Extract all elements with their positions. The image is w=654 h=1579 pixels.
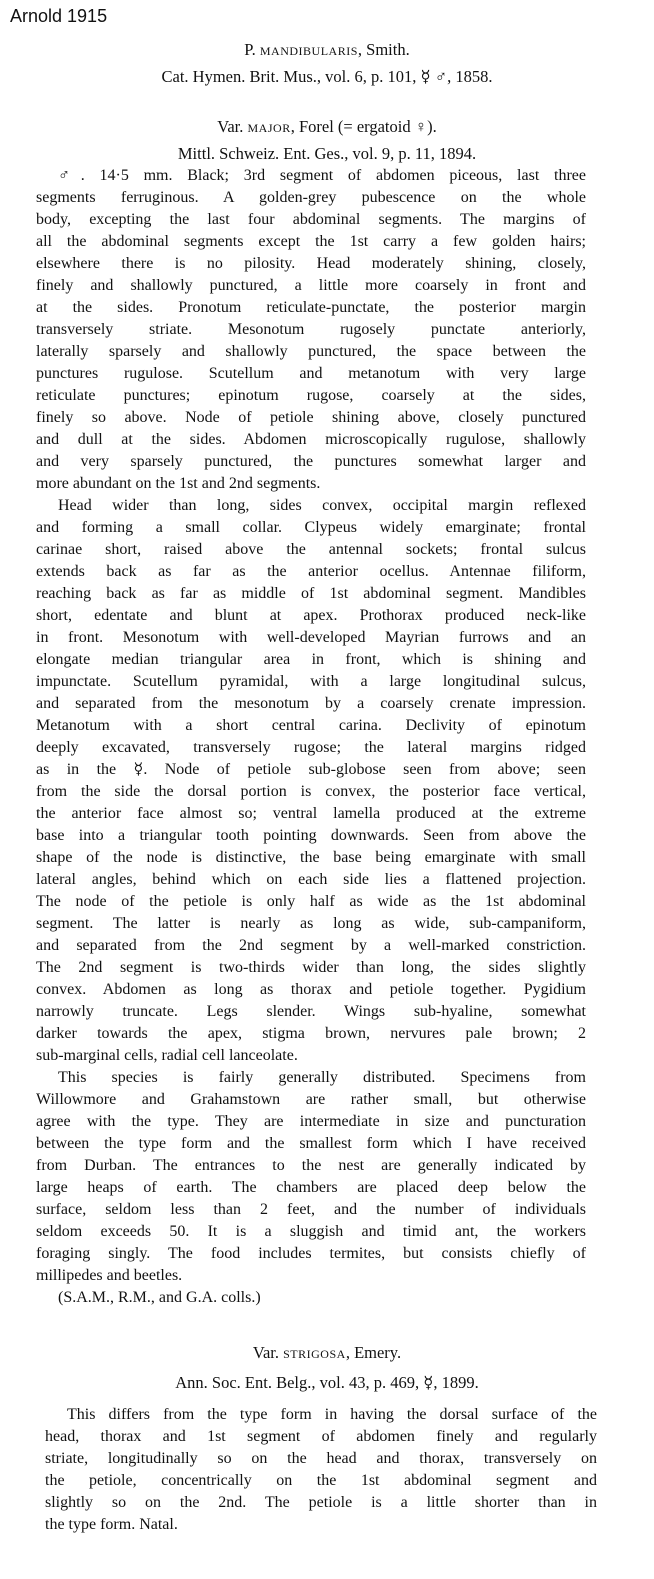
text-line: Willowmore and Grahamstown are rather small, but otherwise xyxy=(36,1091,586,1108)
text-line: the anterior face almost so; ventral lamella produced at the extreme xyxy=(36,805,586,822)
text-line: narrowly truncate. Legs slender. Wings sub-hyaline, somewhat xyxy=(36,1003,586,1020)
paragraph xyxy=(36,165,586,495)
text-line: elongate median triangular area in front, which is shining and xyxy=(36,651,586,668)
text-line: and dull at the sides. Abdomen microscopically rugulose, shallowly xyxy=(36,431,586,448)
text-line: more abundant on the 1st and 2nd segments. xyxy=(36,475,321,492)
text-line: sub-marginal cells, radial cell lanceolate. xyxy=(36,1047,298,1064)
var-major-prefix: Var. xyxy=(217,117,244,136)
var-strigosa-author: , Emery. xyxy=(345,1343,402,1362)
text-line: reaching back as far as middle of 1st abdominal segment. Mandibles xyxy=(36,585,586,602)
var-strigosa-name: strigosa xyxy=(283,1343,346,1362)
species-name: mandibularis xyxy=(259,40,358,59)
text-line: Metanotum with a short central carina. Declivity of epinotum xyxy=(36,717,586,734)
text-line: carinae short, raised above the antennal sockets; frontal sulcus xyxy=(36,541,586,558)
text-line: head, thorax and 1st segment of abdomen finely and regularly xyxy=(45,1428,597,1445)
text-line: This differs from the type form in having the dorsal surface of the xyxy=(67,1406,597,1423)
text-line: The node of the petiole is only half as wide as the 1st abdominal xyxy=(36,893,586,910)
text-line: short, edentate and blunt at apex. Prothorax produced neck-like xyxy=(36,607,586,624)
text-line: striate, longitudinally so on the head and thorax, transversely on xyxy=(45,1450,597,1467)
text-line: This species is fairly generally distributed. Specimens from xyxy=(58,1069,586,1086)
text-line: darker towards the apex, stigma brown, nervures pale brown; 2 xyxy=(36,1025,586,1042)
var-major-body xyxy=(36,165,586,1309)
text-line: in front. Mesonotum with well-developed Mayrian furrows and an xyxy=(36,629,586,646)
text-line: between the type form and the smallest form which I have received xyxy=(36,1135,586,1152)
text-line: ♂. 14·5 mm. Black; 3rd segment of abdomen piceous, last three xyxy=(58,167,586,184)
species-author: , Smith. xyxy=(357,40,410,59)
text-line: millipedes and beetles. xyxy=(36,1267,183,1284)
header-label: Arnold 1915 xyxy=(10,6,108,26)
text-line: at the sides. Pronotum reticulate-punctate, the posterior margin xyxy=(36,299,586,316)
text-line: and separated from the mesonotum by a coarsely crenate impression. xyxy=(36,695,586,712)
text-line: The 2nd segment is two-thirds wider than long, the sides slightly xyxy=(36,959,586,976)
text-line: reticulate punctures; epinotum rugose, coarsely at the sides, xyxy=(36,387,586,404)
species-reference: Cat. Hymen. Brit. Mus., vol. 6, p. 101, ☿ ♂, 1858. xyxy=(161,67,493,86)
species-name-prefix: P. xyxy=(244,40,256,59)
text-line: surface, seldom less than 2 feet, and the number of individuals xyxy=(36,1201,586,1218)
text-line: impunctate. Scutellum pyramidal, with a large longitudinal sulcus, xyxy=(36,673,586,690)
text-line: elsewhere there is no pilosity. Head moderately shining, closely, xyxy=(36,255,586,272)
text-line: all the abdominal segments except the 1st carry a few golden hairs; xyxy=(36,233,586,250)
text-line: transversely striate. Mesonotum rugosely punctate anteriorly, xyxy=(36,321,586,338)
var-major-author: , Forel (= ergatoid ♀). xyxy=(290,117,437,136)
paragraph xyxy=(36,1067,586,1287)
text-line: seldom exceeds 50. It is a sluggish and timid ant, the workers xyxy=(36,1223,586,1240)
text-line: the petiole, concentrically on the 1st abdominal segment and xyxy=(45,1472,597,1489)
paragraph xyxy=(45,1404,597,1536)
paragraph xyxy=(36,495,586,1067)
text-line: and separated from the 2nd segment by a well-marked constriction. xyxy=(36,937,586,954)
var-major-heading xyxy=(0,117,654,137)
var-strigosa-prefix: Var. xyxy=(252,1343,279,1362)
text-line: laterally sparsely and shallowly punctured, the space between the xyxy=(36,343,586,360)
text-line: shape of the node is distinctive, the base being emarginate with small xyxy=(36,849,586,866)
text-line: extends back as far as the anterior ocellus. Antennae filiform, xyxy=(36,563,586,580)
text-line: Head wider than long, sides convex, occipital margin reflexed xyxy=(58,497,586,514)
text-line: (S.A.M., R.M., and G.A. colls.) xyxy=(58,1289,261,1306)
text-line: agree with the type. They are intermediate in size and puncturation xyxy=(36,1113,586,1130)
text-line: from Durban. The entrances to the nest are generally indicated by xyxy=(36,1157,586,1174)
var-major-name: major xyxy=(247,117,291,136)
text-line: from the side the dorsal portion is convex, the posterior face vertical, xyxy=(36,783,586,800)
text-line: foraging singly. The food includes termites, but consists chiefly of xyxy=(36,1245,586,1262)
text-line: and forming a small collar. Clypeus widely emarginate; frontal xyxy=(36,519,586,536)
text-line: segments ferruginous. A golden-grey pubescence on the whole xyxy=(36,189,586,206)
text-line: punctures rugulose. Scutellum and metanotum with very large xyxy=(36,365,586,382)
text-line: deeply excavated, transversely rugose; the lateral margins ridged xyxy=(36,739,586,756)
paragraph xyxy=(36,1287,586,1309)
text-line: large heaps of earth. The chambers are placed deep below the xyxy=(36,1179,586,1196)
text-line: as in the ☿. Node of petiole sub-globose seen from above; seen xyxy=(36,761,586,778)
text-line: lateral angles, behind which on each side lies a flattened projection. xyxy=(36,871,586,888)
text-line: base into a triangular tooth pointing downwards. Seen from above the xyxy=(36,827,586,844)
text-line: segment. The latter is nearly as long as wide, sub-campaniform, xyxy=(36,915,586,932)
text-line: finely so above. Node of petiole shining above, closely punctured xyxy=(36,409,586,426)
text-line: slightly so on the 2nd. The petiole is a little shorter than in xyxy=(45,1494,597,1511)
var-strigosa-heading xyxy=(0,1343,654,1363)
species-heading xyxy=(0,40,654,60)
var-strigosa-body xyxy=(45,1404,597,1536)
var-strigosa-reference: Ann. Soc. Ent. Belg., vol. 43, p. 469, ☿, 1899. xyxy=(175,1373,479,1392)
text-line: and very sparsely punctured, the punctures somewhat larger and xyxy=(36,453,586,470)
text-line: body, excepting the last four abdominal segments. The margins of xyxy=(36,211,586,228)
text-line: the type form. Natal. xyxy=(45,1516,178,1533)
text-line: convex. Abdomen as long as thorax and petiole together. Pygidium xyxy=(36,981,586,998)
text-line: finely and shallowly punctured, a little more coarsely in front and xyxy=(36,277,586,294)
var-major-reference: Mittl. Schweiz. Ent. Ges., vol. 9, p. 11, 1894. xyxy=(177,144,477,163)
